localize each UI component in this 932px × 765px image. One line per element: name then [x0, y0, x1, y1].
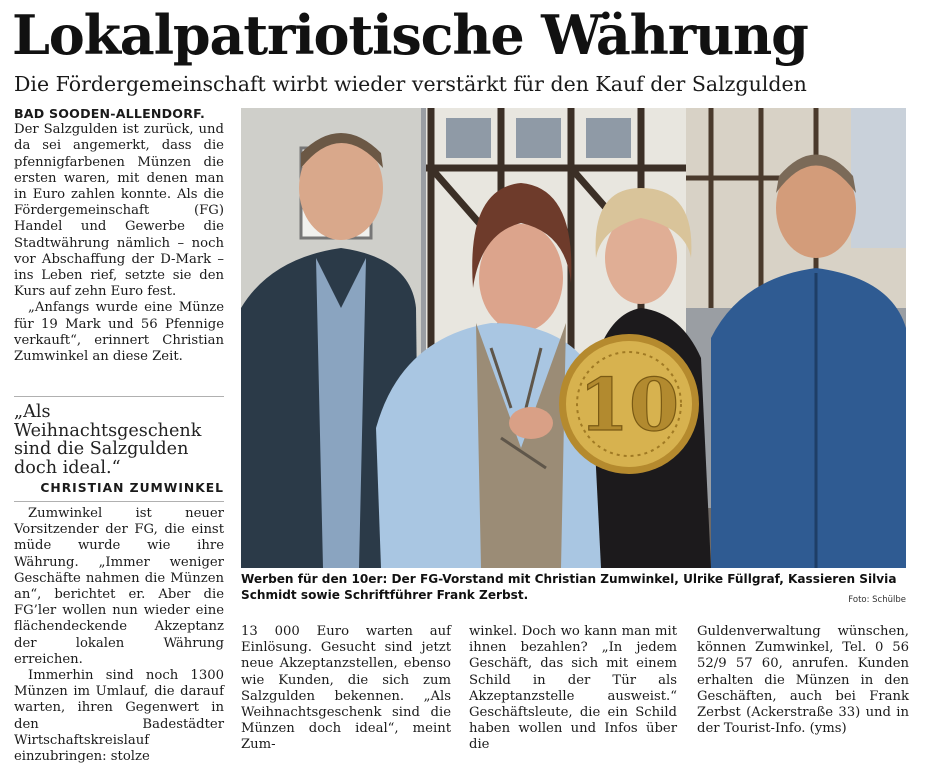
dateline: BAD SOODEN-ALLENDORF. — [14, 106, 206, 121]
pull-quote-author: CHRISTIAN ZUMWINKEL — [14, 481, 224, 502]
column-3 — [469, 624, 677, 754]
lead-paragraph: Der Salzgulden ist zurück, und da sei angemerkt, dass die pfennigfarbenen Münzen die ersten waren, mit denen man in Euro zahlen konnte. Als die Fördergemeinschaft (FG) Handel und Gewerbe die Stadtwährung nämlich – noch vor Abschaffung der D-Mark – ins Leben rief, setzte sie den Kurs auf zehn Euro fest. — [14, 122, 224, 300]
pull-quote — [14, 396, 224, 502]
column-2 — [241, 624, 451, 754]
subheadline: Die Fördergemeinschaft wirbt wieder verstärkt für den Kauf der Salzgulden — [14, 72, 807, 96]
pull-quote-text: „Als Weihnachtsgeschenk sind die Salzgulden doch ideal.“ — [14, 402, 202, 478]
paragraph-2: „Anfangs wurde eine Münze für 19 Mark und 56 Pfennige verkauft“, erinnert Christian Zumwinkel an diese Zeit. — [14, 300, 224, 365]
photo-caption: Werben für den 10er: Der FG-Vorstand mit Christian Zumwinkel, Ulrike Füllgraf, Kassieren Silvia Schmidt sowie Schriftführer Frank Zerbst. — [241, 572, 897, 602]
column-1-lower — [14, 506, 224, 765]
column-2-text: 13 000 Euro warten auf Einlösung. Gesucht sind jetzt neue Akzeptanzstellen, ebenso wie Kunden, die sich zum Salzgulden bekennen. „Als Weihnachtsgeschenk sind die Münzen doch ideal“, meint Zum- — [241, 624, 451, 753]
article-photo — [241, 108, 906, 568]
paragraph-4: Immerhin sind noch 1300 Münzen im Umlauf, die darauf warten, ihren Gegenwert in den Badestädter Wirtschaftskreislauf einzubringen: stolze — [14, 668, 224, 765]
column-3-text: winkel. Doch wo kann man mit ihnen bezahlen? „In jedem Geschäft, das sich mit einem Schild in der Tür als Akzeptanzstelle ausweist.“ Geschäftsleute, die ein Schild haben wollen und Infos über die — [469, 624, 677, 753]
photo-illustration — [241, 108, 906, 568]
coin-label: 10 — [578, 362, 680, 447]
column-4-text: Guldenverwaltung wünschen, können Zumwinkel, Tel. 0 56 52/9 57 60, anrufen. Kunden erhalten die Münzen in den Geschäften, auch bei Frank Zerbst (Ackerstraße 33) und in der Tourist-Info. (yms) — [697, 624, 909, 737]
column-4 — [697, 624, 909, 737]
headline: Lokalpatriotische Währung — [12, 3, 808, 67]
photo-credit: Foto: Schülbe — [848, 595, 906, 605]
paragraph-3: Zumwinkel ist neuer Vorsitzender der FG, die einst müde wurde wie ihre Währung. „Immer weniger Geschäfte nahmen die Münzen an“, berichtet er. Aber die FG’ler wollen nun wieder eine flächendeckende Akzeptanz der lokalen Währung erreichen. — [14, 506, 224, 667]
column-1-upper — [14, 106, 224, 365]
